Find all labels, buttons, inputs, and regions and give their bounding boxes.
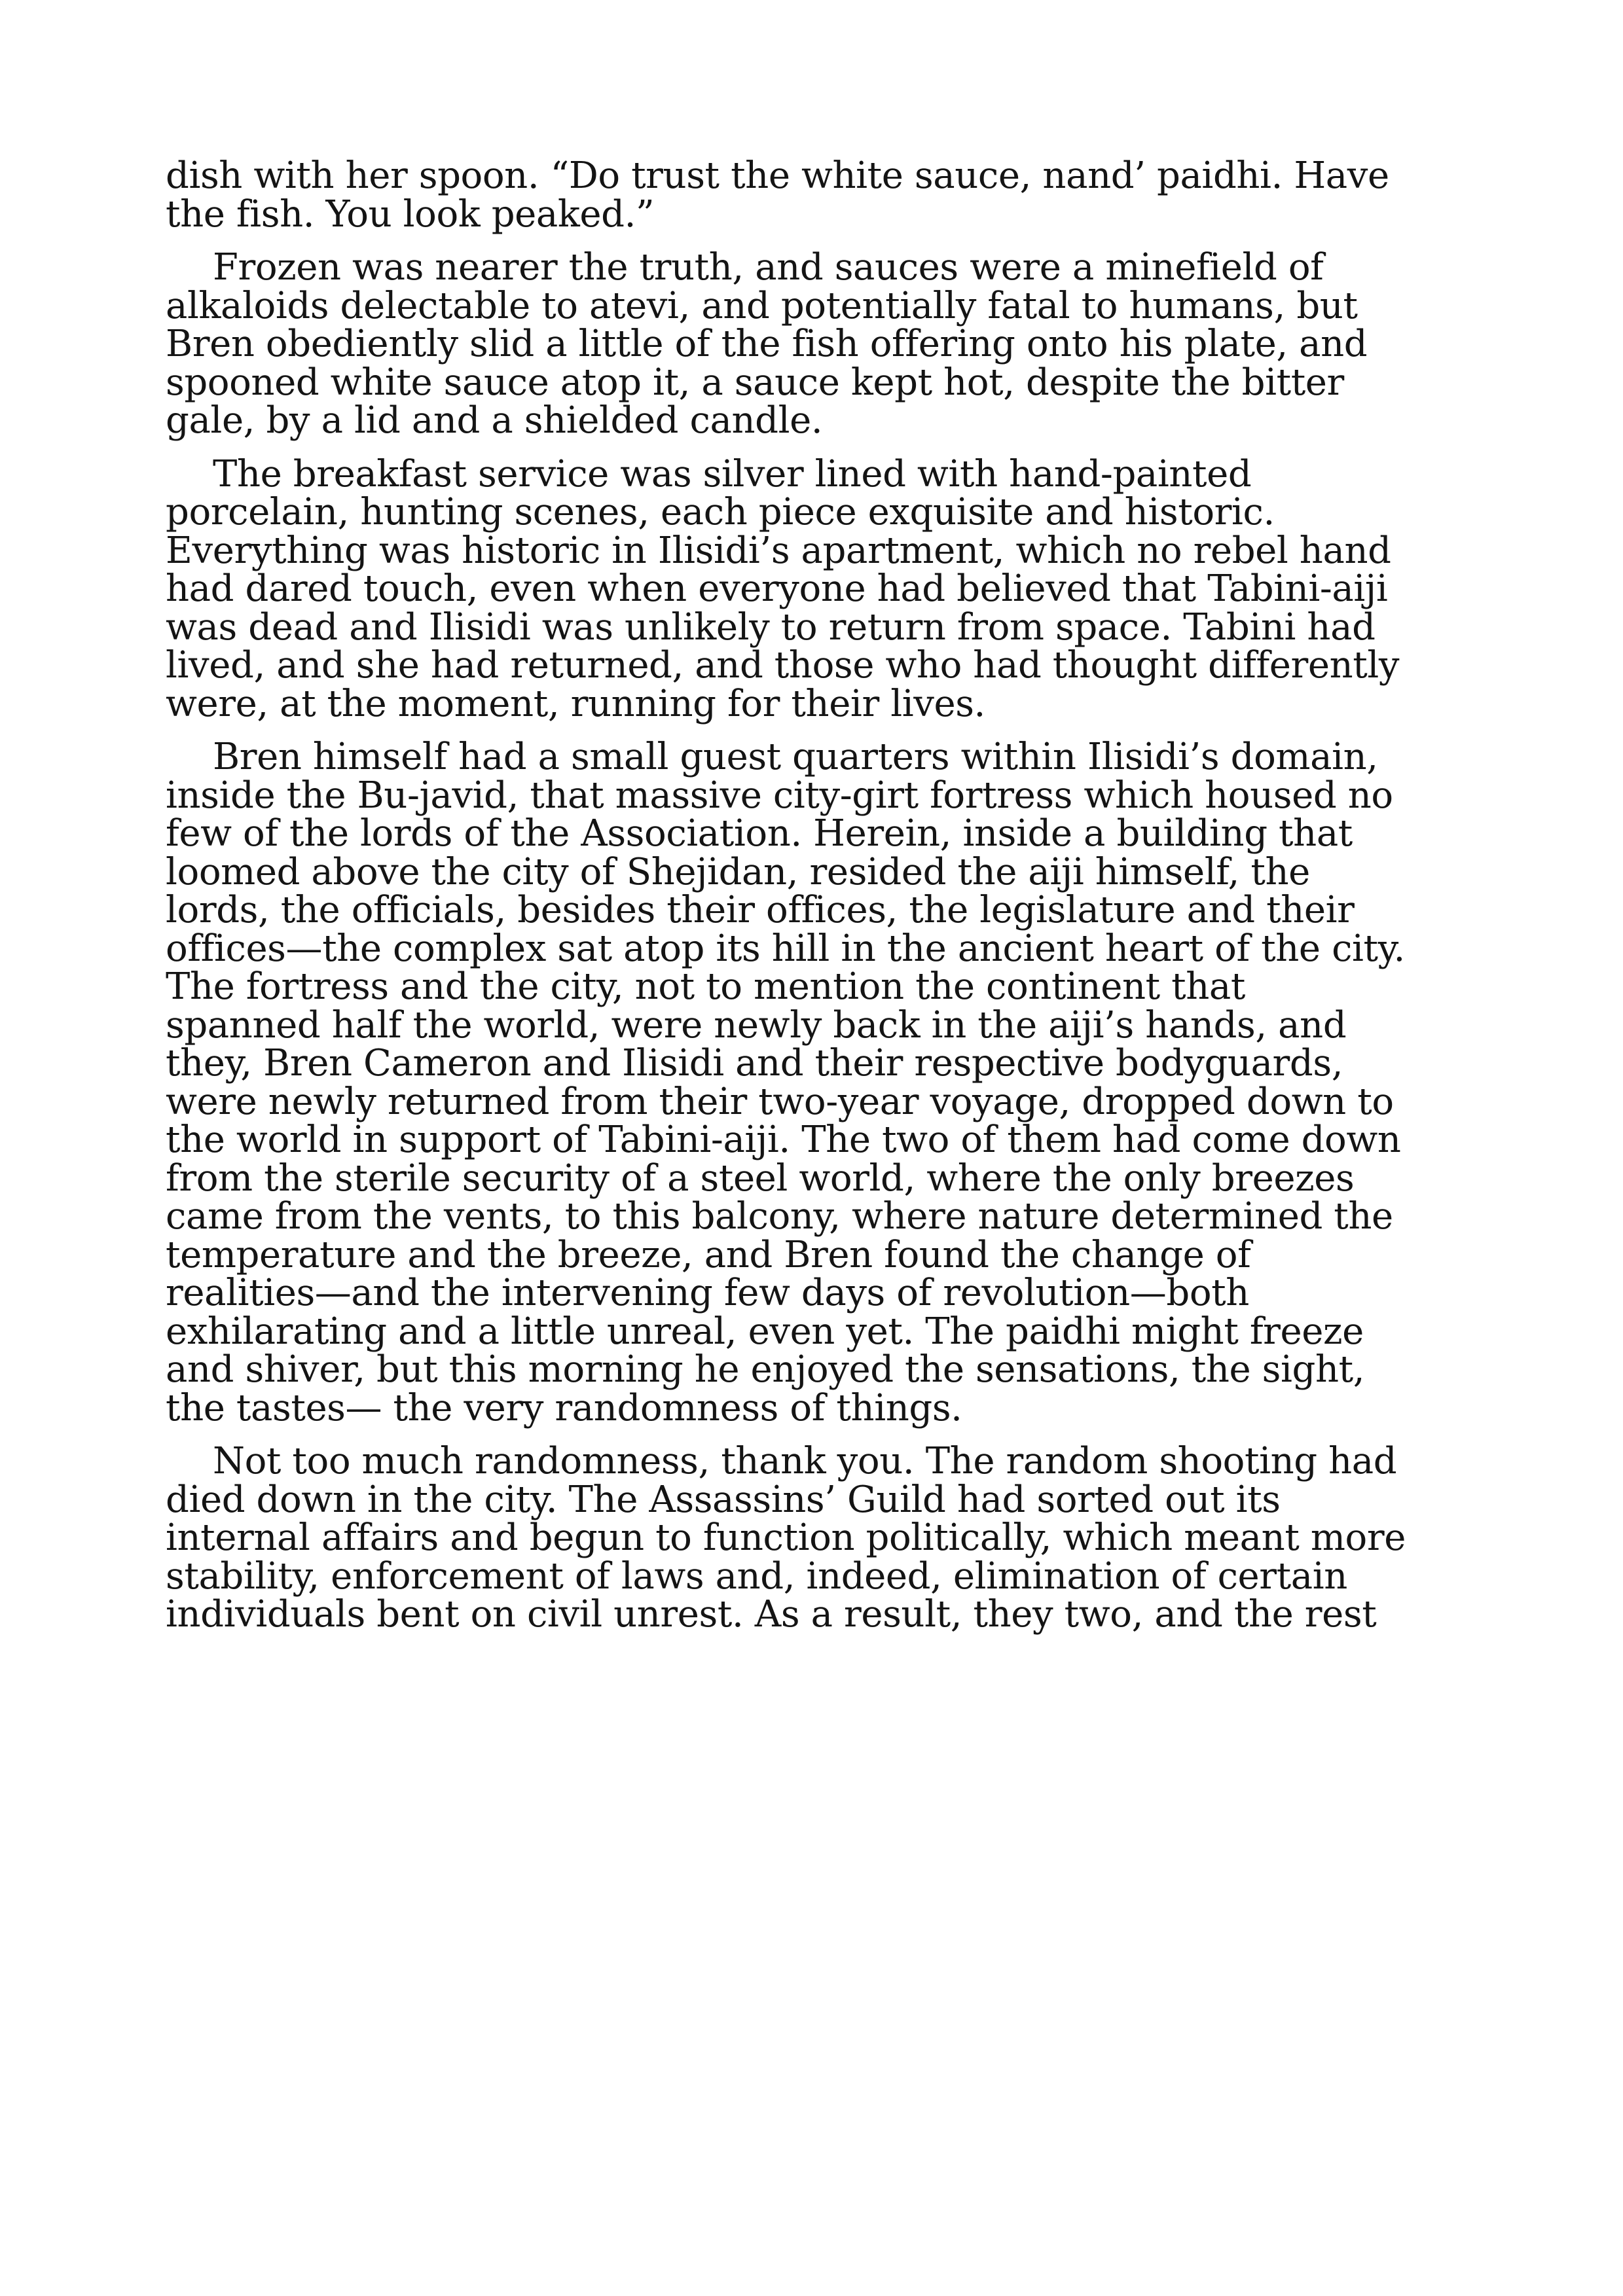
- text-line: The breakfast service was silver lined with hand-painted: [213, 452, 1252, 495]
- text-line: from the sterile security of a steel world, where the only breezes: [166, 1157, 1355, 1200]
- text-line: few of the lords of the Association. Herein, inside a building that: [166, 812, 1353, 855]
- text-line: lords, the officials, besides their offices, the legislature and their: [166, 889, 1355, 931]
- text-line: spanned half the world, were newly back in the aiji’s hands, and: [166, 1003, 1347, 1047]
- text-line: loomed above the city of Shejidan, resided the aiji himself, the: [166, 850, 1310, 893]
- text-line: the tastes— the very randomness of things.: [166, 1386, 962, 1429]
- paragraph: [166, 452, 1475, 725]
- text-line: were, at the moment, running for their lives.: [166, 682, 985, 725]
- text-line: inside the Bu-javid, that massive city-girt fortress which housed no: [166, 774, 1393, 817]
- text-line: stability, enforcement of laws and, indeed, elimination of certain: [166, 1554, 1347, 1598]
- text-line: came from the vents, to this balcony, where nature determined the: [166, 1195, 1393, 1238]
- paragraph: [166, 246, 1475, 442]
- text-line: had dared touch, even when everyone had believed that Tabini-aiji: [166, 567, 1388, 610]
- paragraph: [166, 154, 1475, 236]
- text-line: were newly returned from their two-year voyage, dropped down to: [166, 1080, 1394, 1123]
- text-line: offices—the complex sat atop its hill in the ancient heart of the city.: [166, 927, 1405, 970]
- text-line: dish with her spoon. “Do trust the white sauce, nand’ paidhi. Have: [166, 154, 1389, 197]
- text-line: Everything was historic in Ilisidi’s apartment, which no rebel hand: [166, 529, 1391, 572]
- text-line: internal affairs and begun to function politically, which meant more: [166, 1516, 1406, 1559]
- text-line: the fish. You look peaked.”: [166, 192, 655, 236]
- text-line: Bren himself had a small guest quarters within Ilisidi’s domain,: [213, 736, 1378, 778]
- text-line: realities—and the intervening few days of revolution—both: [166, 1272, 1249, 1314]
- book-page: [166, 154, 1475, 1649]
- text-line: The fortress and the city, not to mention the continent that: [166, 965, 1245, 1008]
- text-line: was dead and Ilisidi was unlikely to return from space. Tabini had: [166, 605, 1376, 649]
- text-line: porcelain, hunting scenes, each piece exquisite and historic.: [166, 491, 1275, 533]
- text-line: Bren obediently slid a little of the fish offering onto his plate, and: [166, 323, 1368, 365]
- paragraph: [166, 738, 1475, 1427]
- text-line: alkaloids delectable to atevi, and potentially fatal to humans, but: [166, 284, 1358, 327]
- text-line: Frozen was nearer the truth, and sauces were a minefield of: [213, 246, 1324, 289]
- text-line: exhilarating and a little unreal, even yet. The paidhi might freeze: [166, 1310, 1364, 1353]
- text-line: gale, by a lid and a shielded candle.: [166, 399, 823, 442]
- text-line: died down in the city. The Assassins’ Guild had sorted out its: [166, 1478, 1281, 1521]
- text-line: temperature and the breeze, and Bren found the change of: [166, 1233, 1251, 1276]
- text-line: lived, and she had returned, and those who had thought differently: [166, 644, 1400, 687]
- text-line: and shiver, but this morning he enjoyed the sensations, the sight,: [166, 1348, 1365, 1391]
- text-line: they, Bren Cameron and Ilisidi and their respective bodyguards,: [166, 1042, 1343, 1085]
- text-line: Not too much randomness, thank you. The random shooting had: [213, 1440, 1397, 1482]
- text-line: individuals bent on civil unrest. As a result, they two, and the rest: [166, 1593, 1377, 1636]
- text-line: the world in support of Tabini-aiji. The two of them had come down: [166, 1119, 1401, 1161]
- paragraph: [166, 1440, 1475, 1636]
- text-line: spooned white sauce atop it, a sauce kept hot, despite the bitter: [166, 361, 1344, 404]
